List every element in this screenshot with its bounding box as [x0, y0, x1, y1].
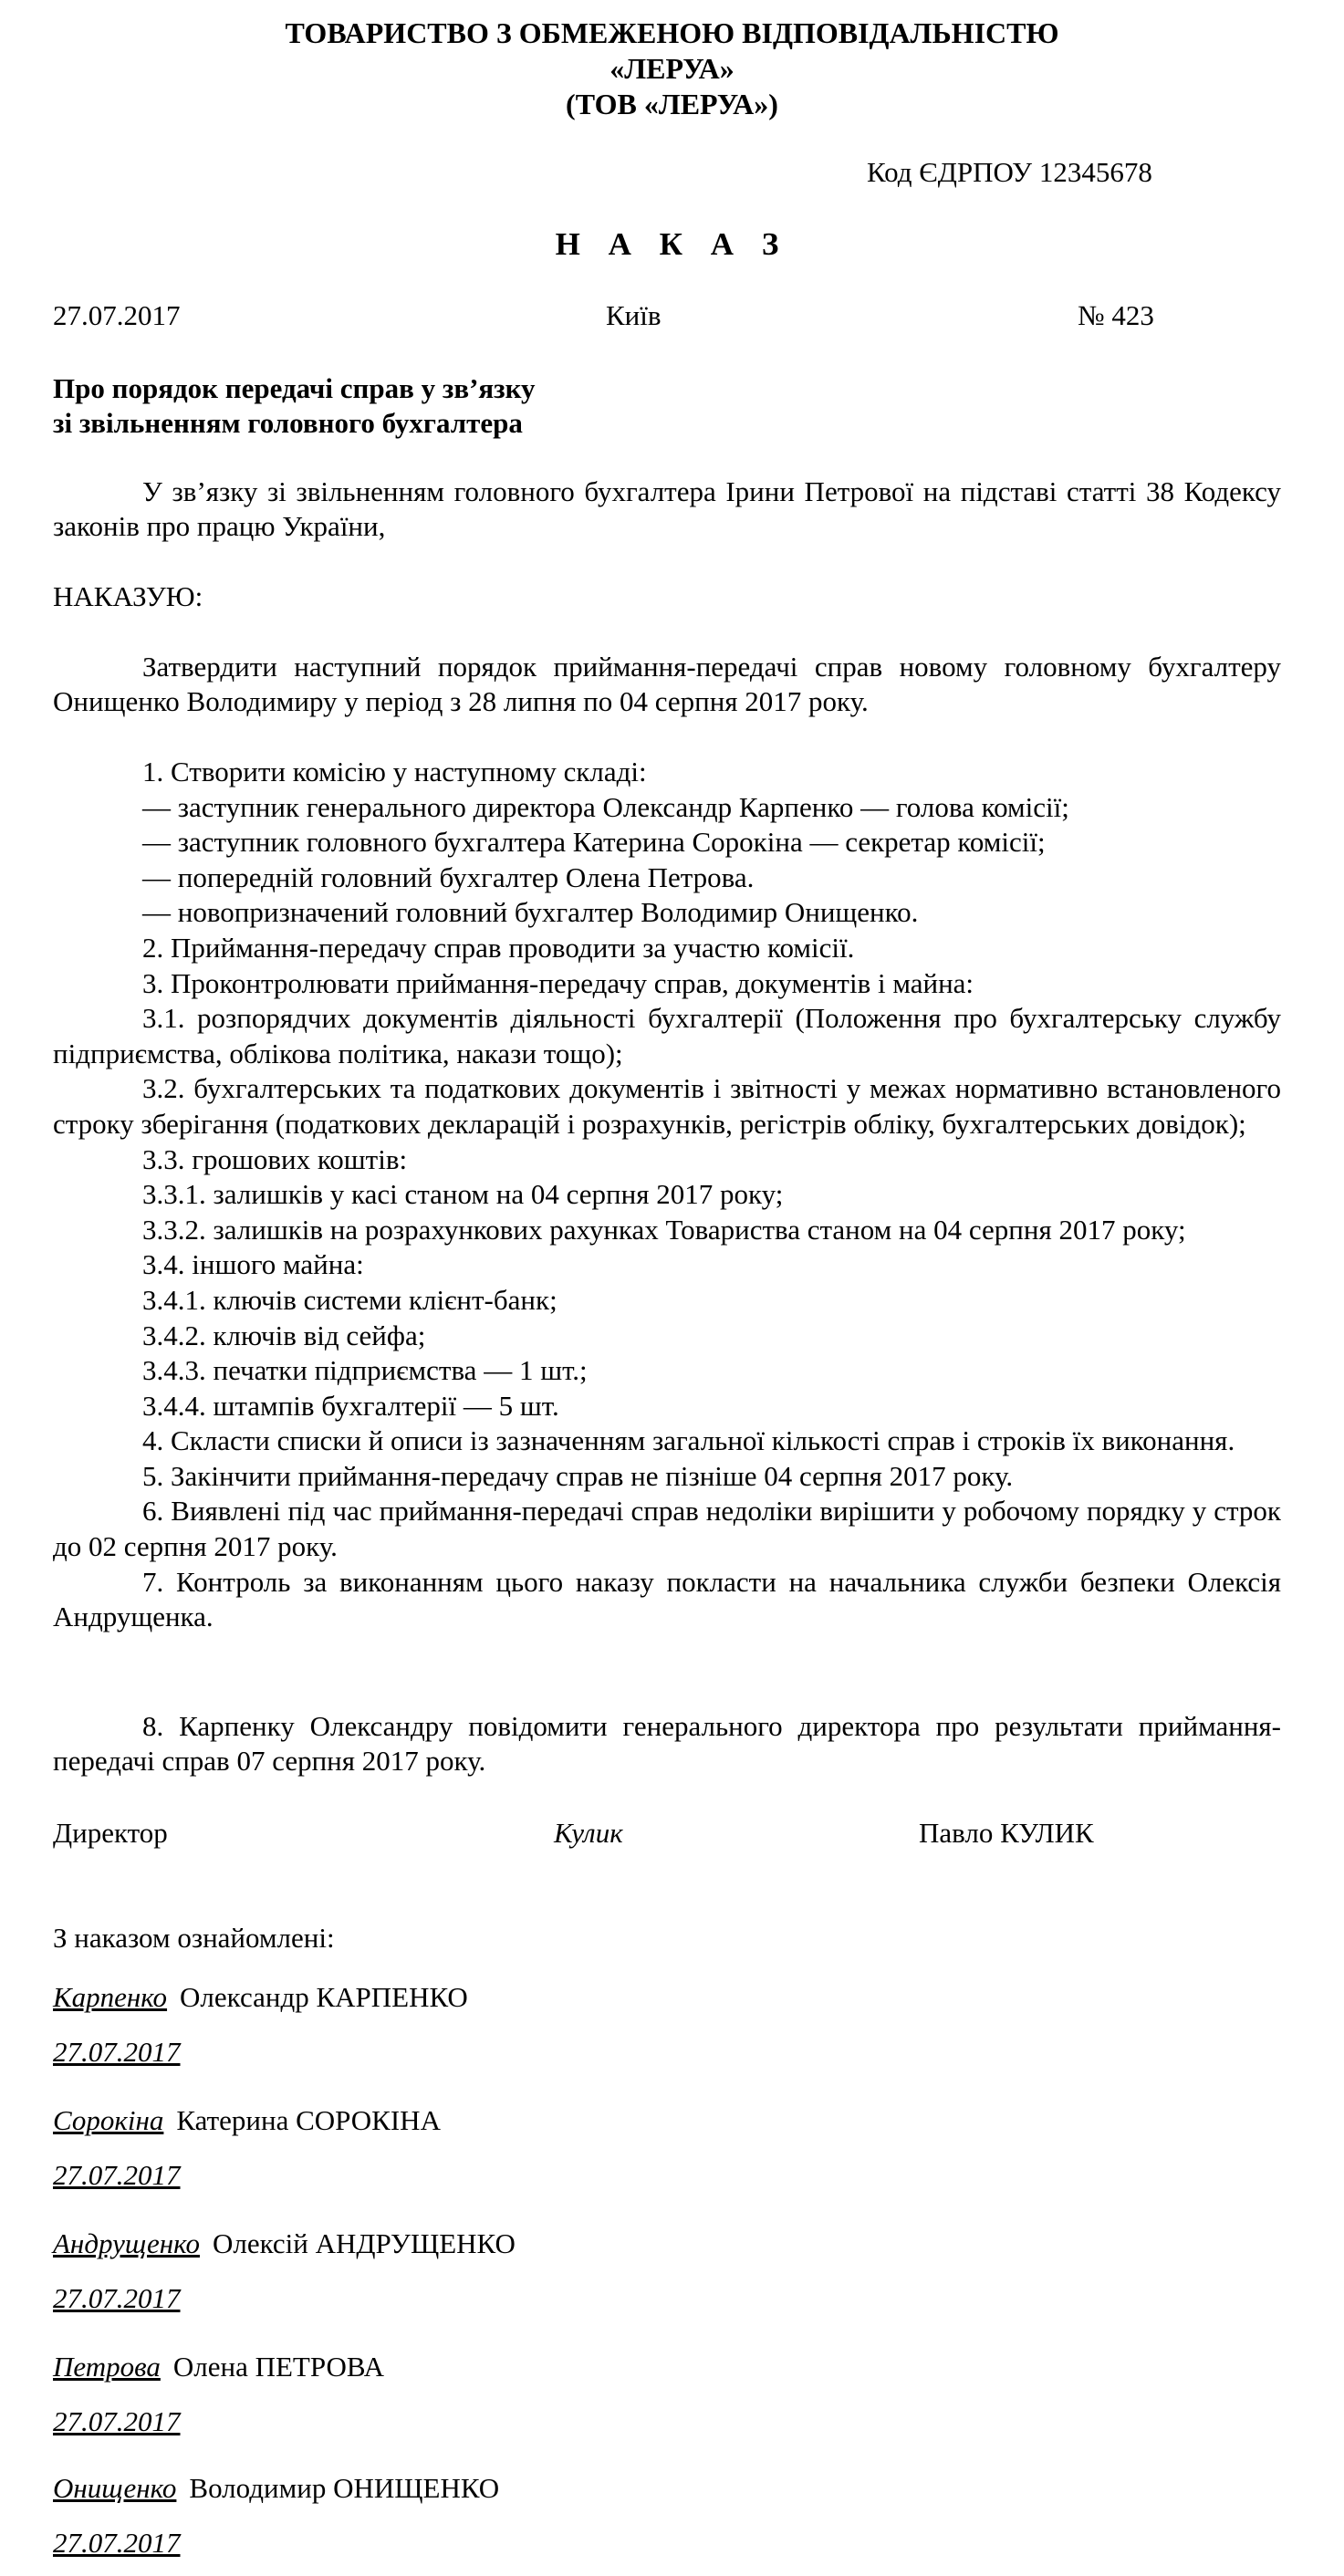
- list-item: 3.4.2. ключів від сейфа;: [142, 1319, 426, 1351]
- list-item: 3.4. іншого майна:: [142, 1248, 364, 1281]
- acknowledgement-date: 27.07.2017: [53, 2036, 181, 2068]
- order-word: НАКАЗУЮ:: [53, 580, 203, 612]
- list-item: 3.4.3. печатки підприємства — 1 шт.;: [142, 1354, 588, 1387]
- list-item: 5. Закінчити приймання-передачу справ не пізніше 04 серпня 2017 року.: [142, 1459, 1014, 1492]
- list-item: 3.3.1. залишків у касі станом на 04 серпня 2017 року;: [142, 1178, 784, 1211]
- signatory-position: Директор: [53, 1817, 168, 1849]
- list-item: 2. Приймання-передачу справ проводити за участю комісії.: [142, 931, 855, 964]
- list-item: 1. Створити комісію у наступному складі:: [142, 756, 647, 787]
- order-items-list: [53, 755, 1281, 1635]
- list-item: — попередній головний бухгалтер Олена Петрова.: [142, 860, 755, 893]
- list-item: 4. Скласти списки й описи із зазначенням загальної кількості справ і строків їх виконання.: [142, 1424, 1235, 1457]
- list-item: 3.1. розпорядчих документів діяльності бухгалтерії (Положення про бухгалтерську службу підприємства, облікова політика, накази тощо);: [53, 1002, 1281, 1069]
- acknowledgement-date: 27.07.2017: [53, 2405, 181, 2437]
- acknowledgement-entry: [53, 2227, 516, 2316]
- list-item: 6. Виявлені під час приймання-передачі справ недоліки вирішити у робочому порядку у строк до 02 серпня 2017 року.: [53, 1495, 1281, 1563]
- list-item: 3. Проконтролювати приймання-передачу справ, документів і майна:: [142, 966, 974, 999]
- order-city: Київ: [606, 299, 662, 331]
- list-item: 3.2. бухгалтерських та податкових документів і звітності у межах нормативно встановленого строку зберігання (податкових декларацій і розрахунків, регістрів обліку, бухгалтерських довідок);: [53, 1072, 1281, 1140]
- order-subject: [53, 371, 536, 441]
- intro-paragraph: Затвердити наступний порядок приймання-передачі справ новому головному бухгалтеру Онищенко Володимиру у період з 28 липня по 04 серпня 2017 року.: [53, 651, 1281, 717]
- order-number: № 423: [1078, 299, 1154, 331]
- item8-paragraph: 8. Карпенку Олександру повідомити генерального директора про результати приймання-передачі справ 07 серпня 2017 року.: [53, 1710, 1281, 1777]
- list-item: 7. Контроль за виконанням цього наказу покласти на начальника служби безпеки Олексія Андрущенка.: [53, 1565, 1281, 1633]
- company-name-line1: ТОВАРИСТВО З ОБМЕЖЕНОЮ ВІДПОВІДАЛЬНІСТЮ: [285, 16, 1059, 49]
- acknowledgement-date: 27.07.2017: [53, 2159, 181, 2191]
- acknowledgement-entry: [53, 2350, 384, 2439]
- person-name: Олена ПЕТРОВА: [172, 2351, 384, 2383]
- preamble-paragraph: У зв’язку зі звільненням головного бухгалтера Ірини Петрової на підставі статті 38 Кодексу законів про працю України,: [53, 475, 1281, 542]
- company-name-line2: «ЛЕРУА»: [609, 52, 735, 85]
- list-item: 3.4.1. ключів системи клієнт-банк;: [142, 1283, 557, 1316]
- list-item: 3.3. грошових коштів:: [142, 1142, 408, 1175]
- handwritten-signature: Кулик: [554, 1817, 623, 1849]
- acknowledgement-title: З наказом ознайомлені:: [53, 1922, 335, 1954]
- list-item: — заступник генерального директора Олександр Карпенко — голова комісії;: [142, 790, 1069, 823]
- list-item: 3.3.2. залишків на розрахункових рахунках Товариства станом на 04 серпня 2017 року;: [142, 1213, 1186, 1246]
- acknowledgement-entry: [53, 2471, 499, 2560]
- handwritten-signature: Петрова: [53, 2351, 161, 2383]
- subject-line2: зі звільненням головного бухгалтера: [53, 407, 523, 439]
- signatory-name: Павло КУЛИК: [919, 1817, 1094, 1849]
- handwritten-signature: Онищенко: [53, 2472, 177, 2504]
- acknowledgement-entry: [53, 1980, 468, 2070]
- handwritten-signature: Карпенко: [53, 1981, 168, 2013]
- person-name: Катерина СОРОКІНА: [176, 2104, 441, 2136]
- acknowledgement-date: 27.07.2017: [53, 2527, 181, 2559]
- edrpou-code: Код ЄДРПОУ 12345678: [867, 156, 1152, 188]
- person-name: Олександр КАРПЕНКО: [180, 1981, 468, 2013]
- list-item: — новопризначений головний бухгалтер Володимир Онищенко.: [142, 896, 919, 929]
- person-name: Олексій АНДРУЩЕНКО: [212, 2227, 516, 2259]
- subject-line1: Про порядок передачі справ у зв’язку: [53, 372, 536, 404]
- document-title: Н А К А З: [555, 226, 789, 262]
- acknowledgement-entry: [53, 2103, 441, 2193]
- handwritten-signature: Андрущенко: [53, 2227, 200, 2259]
- person-name: Володимир ОНИЩЕНКО: [189, 2472, 500, 2504]
- order-date: 27.07.2017: [53, 299, 181, 331]
- list-item: — заступник головного бухгалтера Катерина Сорокіна — секретар комісії;: [142, 826, 1046, 859]
- company-name-line3: (ТОВ «ЛЕРУА»): [566, 88, 778, 120]
- acknowledgement-date: 27.07.2017: [53, 2282, 181, 2314]
- handwritten-signature: Сорокіна: [53, 2104, 164, 2136]
- list-item: 3.4.4. штампів бухгалтерії — 5 шт.: [142, 1389, 559, 1422]
